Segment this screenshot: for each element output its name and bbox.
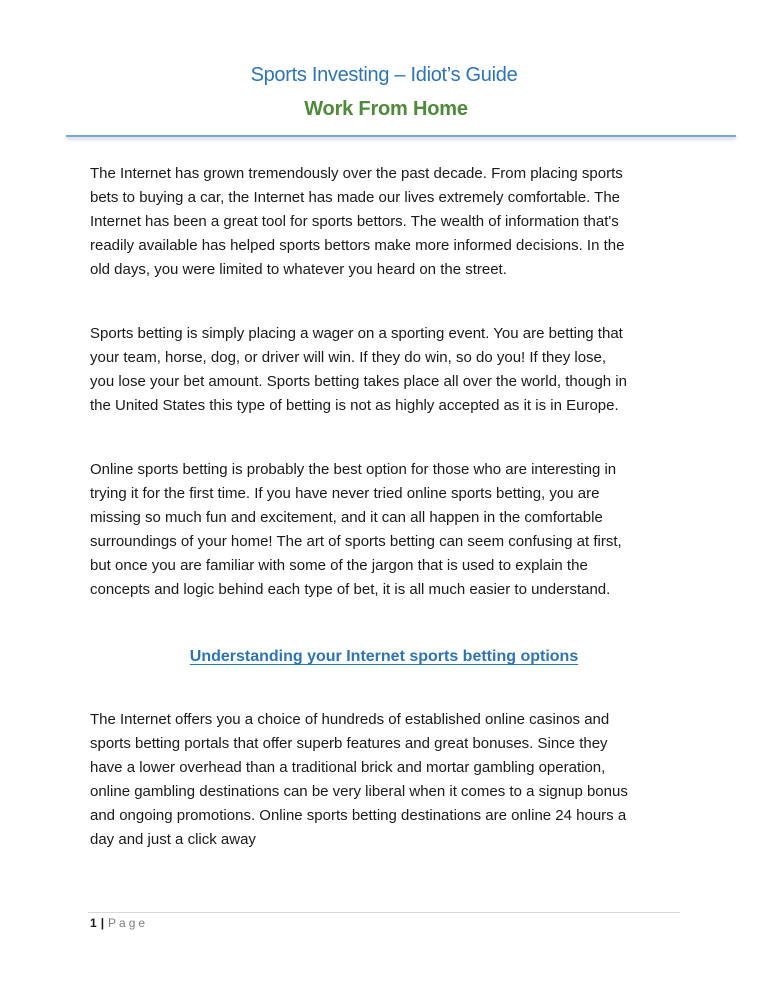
document-subtitle-text: Work From Home — [304, 98, 468, 120]
footer-divider — [88, 912, 680, 913]
section-heading-text: Understanding your Internet sports betting options — [189, 648, 579, 665]
paragraph-3: Online sports betting is probably the best option for those who are interesting in trying it for the first time. If you have never tried online sports betting, you are missing so much fun and excitement, and it can all happen in the comfortable surroundings of your home! The art of sports betting can seem confusing at first, but once you are familiar with some of the jargon that is used to explain the concepts and logic behind each type of bet, it is all much easier to understand. — [90, 461, 622, 598]
document-title-text: Sports Investing – Idiot’s Guide — [250, 64, 518, 86]
footer-separator: | — [100, 916, 105, 930]
paragraph-4: The Internet offers you a choice of hundreds of established online casinos and sports betting portals that offer superb features and great bonuses. Since they have a lower overhead than a traditional brick and mortar gambling operation, online gambling destinations can be very liberal when it comes to a signup bonus and ongoing promotions. Online sports betting destinations are online 24 hours a day and just a click away — [90, 711, 628, 848]
page-number: 1 — [90, 916, 97, 930]
section-heading — [0, 648, 768, 666]
paragraph-2: Sports betting is simply placing a wager on a sporting event. You are betting that your team, horse, dog, or driver will win. If they do win, so do you! If they lose, you lose your bet amount. Sports betting takes place all over the world, though in the United States this type of betting is not as highly accepted as it is in Europe. — [90, 325, 627, 414]
document-title — [0, 64, 768, 87]
paragraph-1: The Internet has grown tremendously over the past decade. From placing sports bets to buying a car, the Internet has made our lives extremely comfortable. The Internet has been a great tool for sports bettors. The wealth of information that's readily available has helped sports bettors make more informed decisions. In the old days, you were limited to whatever you heard on the street. — [90, 165, 625, 278]
title-divider — [66, 135, 736, 137]
page-label: Page — [108, 916, 149, 930]
page-footer — [90, 916, 148, 930]
document-subtitle — [0, 98, 768, 121]
